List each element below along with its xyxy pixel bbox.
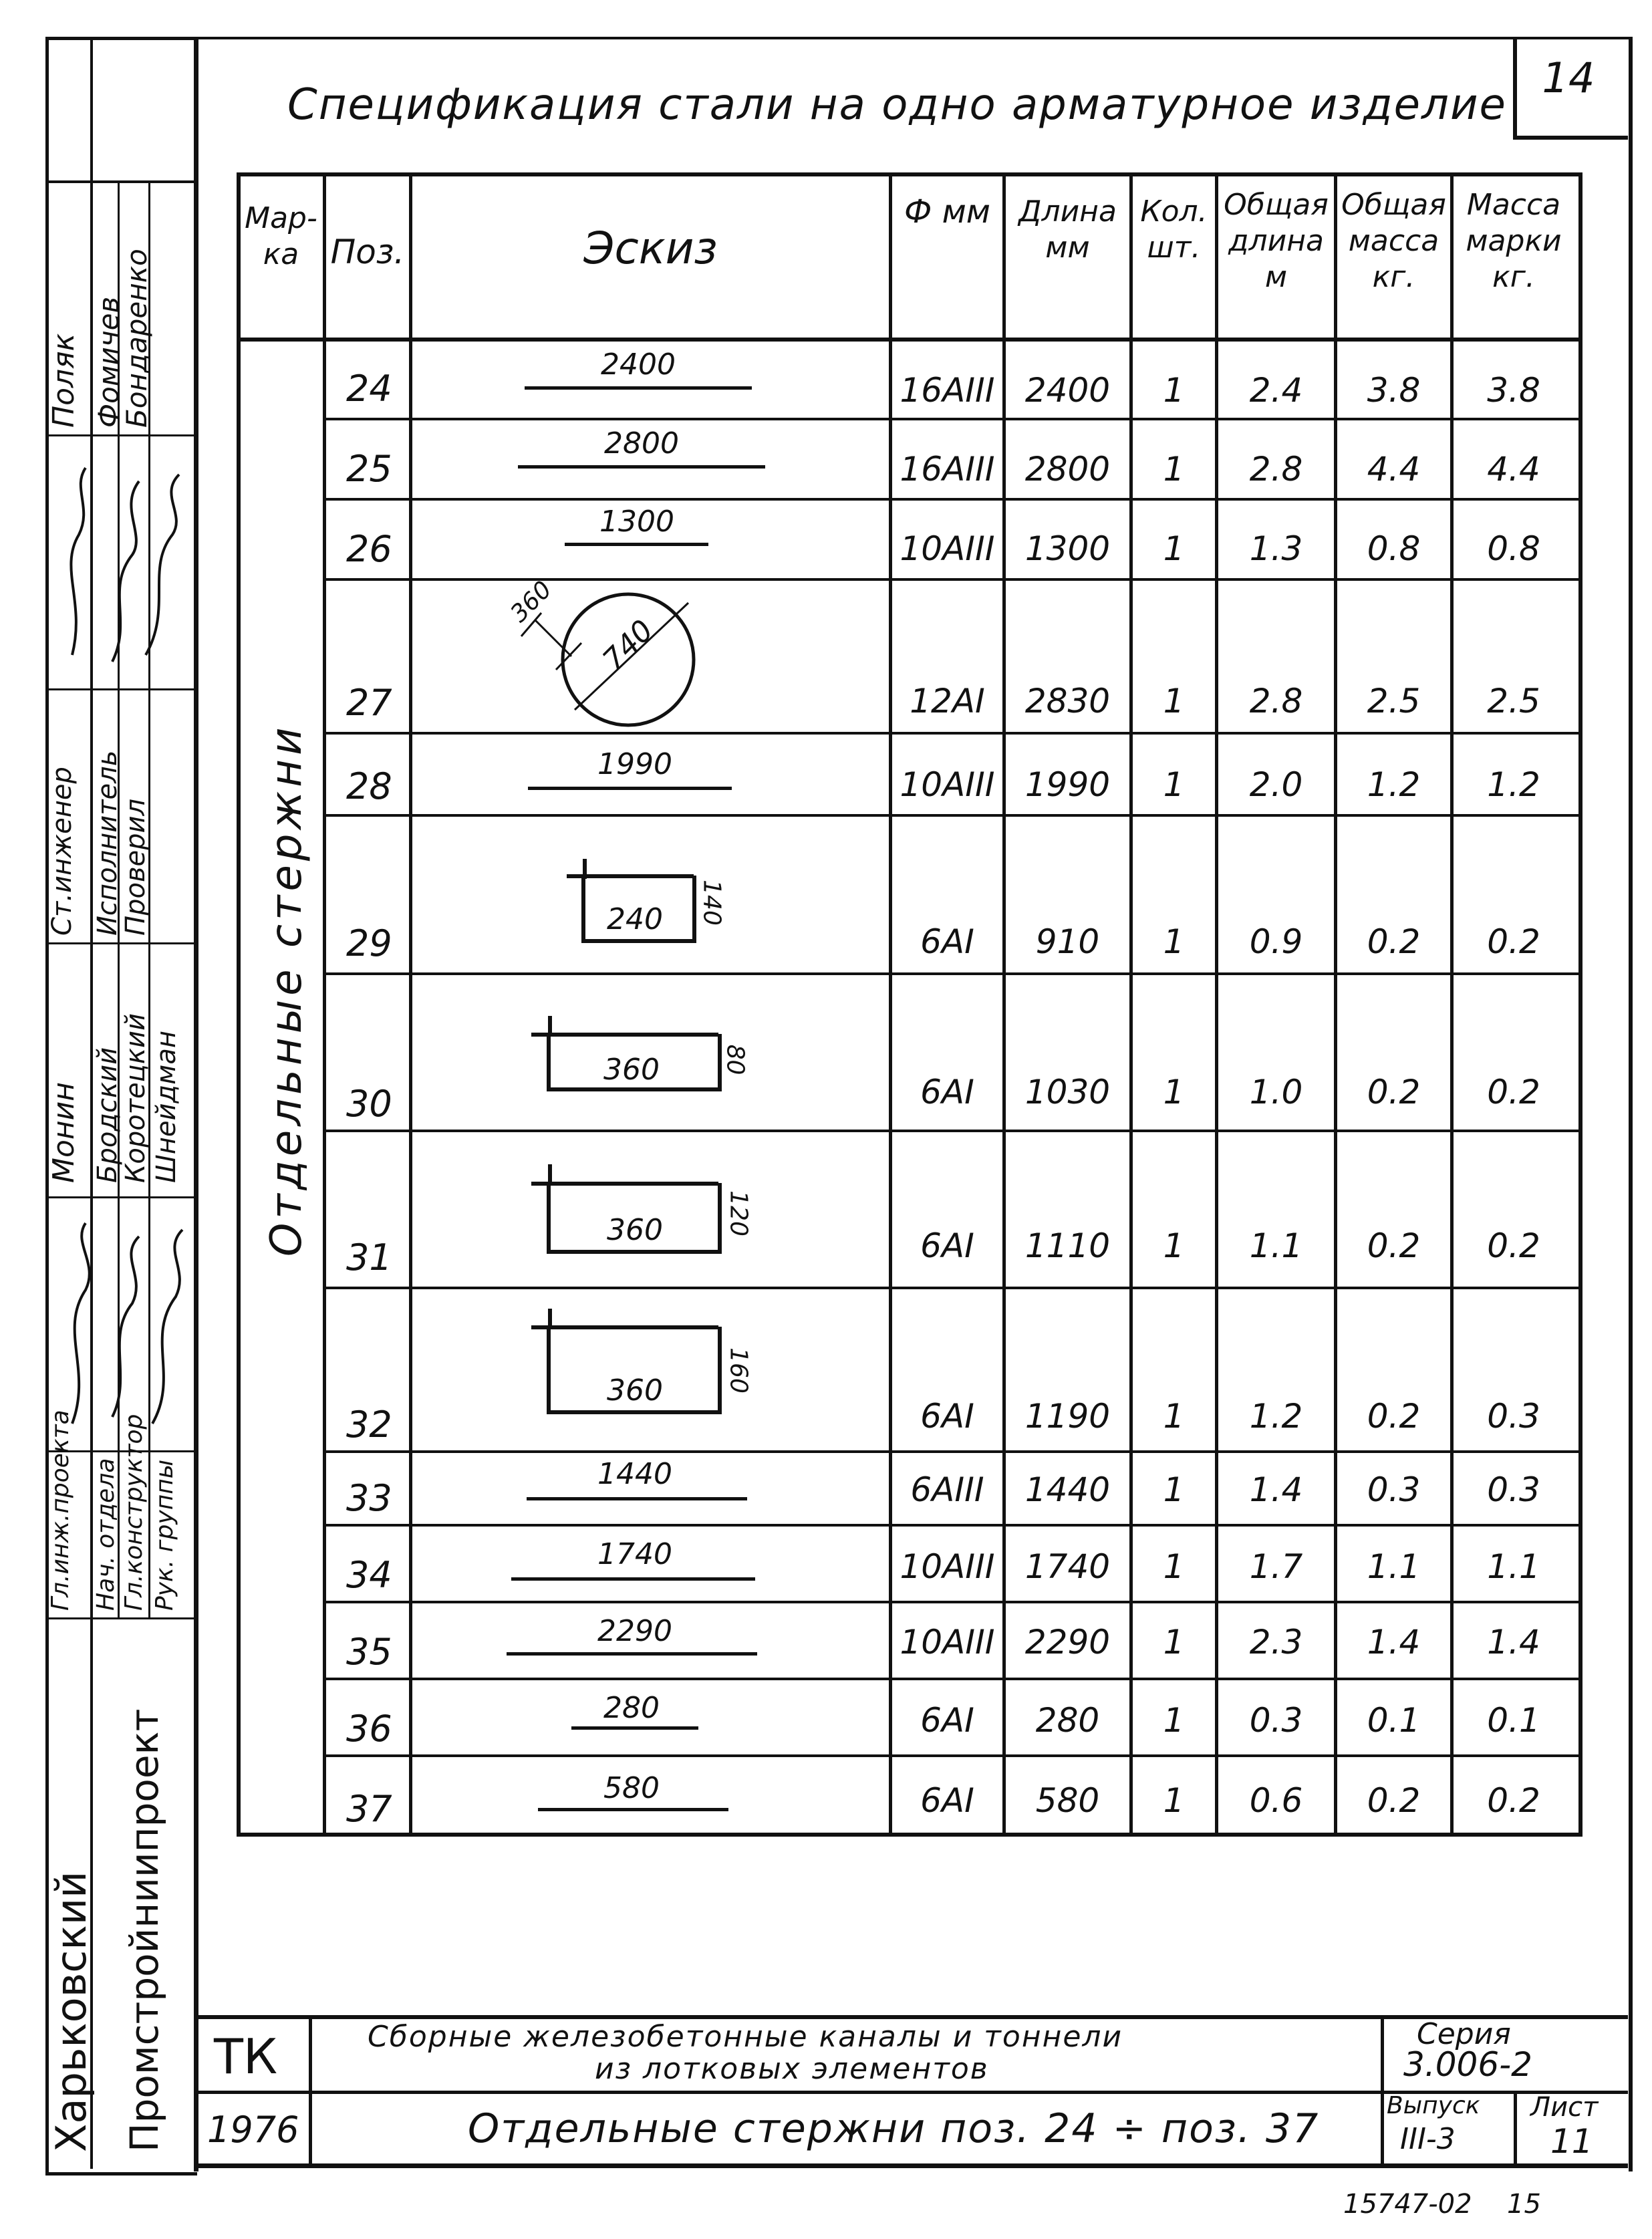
sheet-number: 14 — [1542, 53, 1595, 102]
row-mark-mass: 0.3 — [1487, 1397, 1540, 1436]
bar-dimension: 580 — [603, 1771, 660, 1805]
row-total-mass: 1.1 — [1367, 1547, 1421, 1586]
row-total-length: 2.0 — [1249, 765, 1303, 804]
drawing-title: Отдельные стержни поз. 24 ÷ поз. 37 — [468, 2105, 1320, 2152]
row-total-length: 1.3 — [1249, 529, 1303, 568]
bar-sketch — [528, 787, 732, 790]
footer-page: 15 — [1507, 2189, 1541, 2220]
desc-line1: Сборные железобетонные каналы и тоннели — [368, 2020, 1123, 2054]
row-pos: 29 — [346, 922, 392, 964]
row-length: 1990 — [1024, 765, 1111, 804]
bar-dimension: 2400 — [601, 348, 676, 382]
row-pos: 37 — [346, 1788, 392, 1830]
row-total-mass: 0.3 — [1367, 1470, 1421, 1509]
row-diam: 16АIII — [900, 450, 995, 489]
role-2: Нач. отдела — [92, 1458, 120, 1611]
row-diam: 10АIII — [900, 1623, 995, 1662]
bar-sketch — [511, 1577, 755, 1581]
bracket-width-label: 360 — [607, 1213, 663, 1247]
row-pos: 35 — [346, 1631, 392, 1673]
header-qty: Кол. шт. — [1140, 194, 1208, 265]
issue-value: III-3 — [1400, 2122, 1456, 2156]
row-diam: 10АIII — [900, 529, 995, 568]
bar-dimension: 1300 — [599, 505, 674, 539]
row-pos: 27 — [346, 682, 392, 724]
row-pos: 26 — [346, 528, 392, 570]
header-total-length: Общая длина м — [1224, 188, 1329, 294]
row-mark-mass: 0.2 — [1487, 922, 1540, 961]
desc-line2: из лотковых элементов — [595, 2052, 989, 2086]
group-label: Отдельные стержни — [262, 723, 311, 1257]
row-qty: 1 — [1163, 1470, 1185, 1509]
bar-sketch — [525, 386, 752, 390]
row-pos: 33 — [346, 1477, 392, 1519]
doc-year: 1976 — [207, 2109, 299, 2151]
row-total-mass: 0.2 — [1367, 1226, 1421, 1265]
row-total-mass: 0.8 — [1367, 529, 1421, 568]
row-total-length: 0.9 — [1249, 922, 1303, 961]
series-value: 3.006-2 — [1403, 2045, 1532, 2084]
bar-sketch — [571, 1726, 698, 1730]
name-3: Коротецкий — [120, 1013, 151, 1183]
row-mark-mass: 3.8 — [1487, 371, 1540, 410]
row-qty: 1 — [1163, 1701, 1185, 1740]
bracket-width-label: 360 — [603, 1053, 660, 1087]
header-length: Длина мм — [1018, 194, 1117, 265]
row-qty: 1 — [1163, 1226, 1185, 1265]
sheet-value: 11 — [1550, 2122, 1593, 2161]
row-length: 1440 — [1024, 1470, 1111, 1509]
row-total-mass: 4.4 — [1367, 450, 1421, 489]
row-diam: 16АIII — [900, 371, 995, 410]
row-mark-mass: 1.2 — [1487, 765, 1540, 804]
role-4: Рук. группы — [151, 1459, 178, 1611]
bar-dimension: 2800 — [604, 426, 679, 460]
bracket-height-label: 160 — [724, 1347, 752, 1394]
row-length: 580 — [1035, 1781, 1100, 1820]
row-length: 2830 — [1024, 682, 1111, 720]
row-length: 1740 — [1024, 1547, 1111, 1586]
bar-sketch — [507, 1652, 757, 1656]
row-total-length: 2.4 — [1249, 371, 1303, 410]
row-pos: 25 — [346, 448, 392, 490]
header-marka: Мар-ка — [245, 201, 317, 271]
bar-sketch — [527, 1497, 747, 1500]
bar-sketch — [565, 543, 708, 546]
row-total-mass: 1.4 — [1367, 1623, 1421, 1662]
sheet-label: Лист — [1530, 2092, 1599, 2123]
row-total-length: 1.0 — [1249, 1073, 1303, 1111]
row-qty: 1 — [1163, 371, 1185, 410]
row-mark-mass: 2.5 — [1487, 682, 1540, 720]
row-total-length: 0.3 — [1249, 1701, 1303, 1740]
row-length: 1300 — [1024, 529, 1111, 568]
ring-lap-label: 360 — [505, 575, 557, 628]
bracket-height-label: 140 — [698, 880, 726, 926]
row-diam: 6АI — [920, 1701, 974, 1740]
row-diam: 6АI — [920, 1397, 974, 1436]
row-diam: 6АI — [920, 922, 974, 961]
row-length: 1030 — [1024, 1073, 1111, 1111]
header-total-mass: Общая масса кг. — [1341, 188, 1446, 294]
row-mark-mass: 0.2 — [1487, 1781, 1540, 1820]
row-length: 910 — [1035, 922, 1100, 961]
name-1: Монин — [47, 1081, 81, 1183]
row-qty: 1 — [1163, 682, 1185, 720]
signature-scribbles-upper — [45, 434, 194, 688]
bracket-height-label: 80 — [721, 1044, 749, 1075]
row-pos: 32 — [346, 1404, 392, 1446]
signature-scribbles-lower — [45, 1196, 194, 1450]
row-diam: 6АI — [920, 1781, 974, 1820]
row-qty: 1 — [1163, 450, 1185, 489]
org-name-line1: Харьковский — [47, 1871, 96, 2152]
row-qty: 1 — [1163, 1073, 1185, 1111]
row-mark-mass: 4.4 — [1487, 450, 1540, 489]
series-label: Серия — [1417, 2017, 1511, 2051]
row-diam: 6АI — [920, 1226, 974, 1265]
row-qty: 1 — [1163, 1547, 1185, 1586]
bracket-width-label: 240 — [607, 902, 663, 936]
page-title: Спецификация стали на одно арматурное изделие — [287, 80, 1507, 130]
row-pos: 24 — [346, 368, 392, 410]
name-b-3: Бондаренко — [120, 249, 153, 428]
row-pos: 34 — [346, 1554, 392, 1596]
header-pos: Поз. — [330, 233, 405, 271]
footer-code: 15747-02 — [1343, 2189, 1472, 2220]
bracket-width-label: 360 — [607, 1373, 663, 1408]
role-b-1: Ст.инженер — [47, 767, 78, 936]
row-mark-mass: 0.2 — [1487, 1073, 1540, 1111]
row-mark-mass: 0.2 — [1487, 1226, 1540, 1265]
role-b-3: Проверил — [120, 798, 151, 936]
row-qty: 1 — [1163, 529, 1185, 568]
row-length: 1110 — [1024, 1226, 1111, 1265]
name-b-2: Фомичев — [92, 296, 125, 428]
name-b-1: Поляк — [47, 333, 81, 428]
row-diam: 6АIII — [910, 1470, 984, 1509]
row-qty: 1 — [1163, 1781, 1185, 1820]
row-length: 2800 — [1024, 450, 1111, 489]
bar-sketch — [518, 465, 765, 469]
row-total-mass: 0.2 — [1367, 922, 1421, 961]
row-pos: 28 — [346, 765, 392, 807]
bracket-height-label: 120 — [724, 1190, 752, 1236]
row-total-length: 1.4 — [1249, 1470, 1303, 1509]
row-total-mass: 3.8 — [1367, 371, 1421, 410]
row-total-mass: 0.2 — [1367, 1073, 1421, 1111]
row-total-length: 1.2 — [1249, 1397, 1303, 1436]
bar-dimension: 1990 — [597, 747, 672, 781]
row-mark-mass: 1.4 — [1487, 1623, 1540, 1662]
row-length: 280 — [1035, 1701, 1100, 1740]
table-border — [237, 172, 1582, 1837]
header-sketch: Эскиз — [583, 223, 718, 274]
row-length: 2400 — [1024, 371, 1111, 410]
row-total-length: 1.7 — [1249, 1547, 1303, 1586]
row-total-length: 2.8 — [1249, 450, 1303, 489]
row-qty: 1 — [1163, 1397, 1185, 1436]
role-b-2: Исполнитель — [92, 750, 123, 936]
role-3: Гл.конструктор — [120, 1414, 148, 1611]
row-total-length: 2.3 — [1249, 1623, 1303, 1662]
name-2: Бродский — [92, 1047, 123, 1183]
row-diam: 12АI — [910, 682, 985, 720]
row-total-mass: 0.1 — [1367, 1701, 1421, 1740]
row-diam: 10АIII — [900, 1547, 995, 1586]
row-total-mass: 2.5 — [1367, 682, 1421, 720]
name-4: Шнейдман — [151, 1030, 182, 1183]
row-mark-mass: 1.1 — [1487, 1547, 1540, 1586]
row-total-mass: 0.2 — [1367, 1781, 1421, 1820]
ring-diameter-label: 740 — [596, 613, 660, 678]
row-diam: 10АIII — [900, 765, 995, 804]
bar-dimension: 280 — [603, 1691, 660, 1725]
row-total-mass: 0.2 — [1367, 1397, 1421, 1436]
row-length: 1190 — [1024, 1397, 1111, 1436]
row-pos: 31 — [346, 1236, 392, 1279]
row-qty: 1 — [1163, 765, 1185, 804]
org-name-line2: Промстройниипроект — [122, 1708, 167, 2152]
row-qty: 1 — [1163, 1623, 1185, 1662]
bar-sketch — [538, 1808, 728, 1811]
row-length: 2290 — [1024, 1623, 1111, 1662]
doc-code: ТК — [214, 2028, 278, 2085]
header-mark-mass: Масса марки кг. — [1466, 188, 1562, 294]
row-pos: 30 — [346, 1083, 392, 1125]
row-mark-mass: 0.1 — [1487, 1701, 1540, 1740]
row-diam: 6АI — [920, 1073, 974, 1111]
row-total-length: 1.1 — [1249, 1226, 1303, 1265]
role-1: Гл.инж.проекта — [47, 1410, 74, 1611]
row-total-mass: 1.2 — [1367, 765, 1421, 804]
bar-dimension: 2290 — [597, 1614, 672, 1648]
row-mark-mass: 0.8 — [1487, 529, 1540, 568]
row-total-length: 2.8 — [1249, 682, 1303, 720]
bar-dimension: 1740 — [597, 1537, 672, 1571]
frame-bottom-border — [194, 2163, 1628, 2168]
bar-dimension: 1440 — [597, 1457, 672, 1491]
row-pos: 36 — [346, 1708, 392, 1750]
row-mark-mass: 0.3 — [1487, 1470, 1540, 1509]
header-diam: Ф мм — [904, 193, 990, 231]
row-total-length: 0.6 — [1249, 1781, 1303, 1820]
issue-label: Выпуск — [1387, 2092, 1480, 2119]
row-qty: 1 — [1163, 922, 1185, 961]
